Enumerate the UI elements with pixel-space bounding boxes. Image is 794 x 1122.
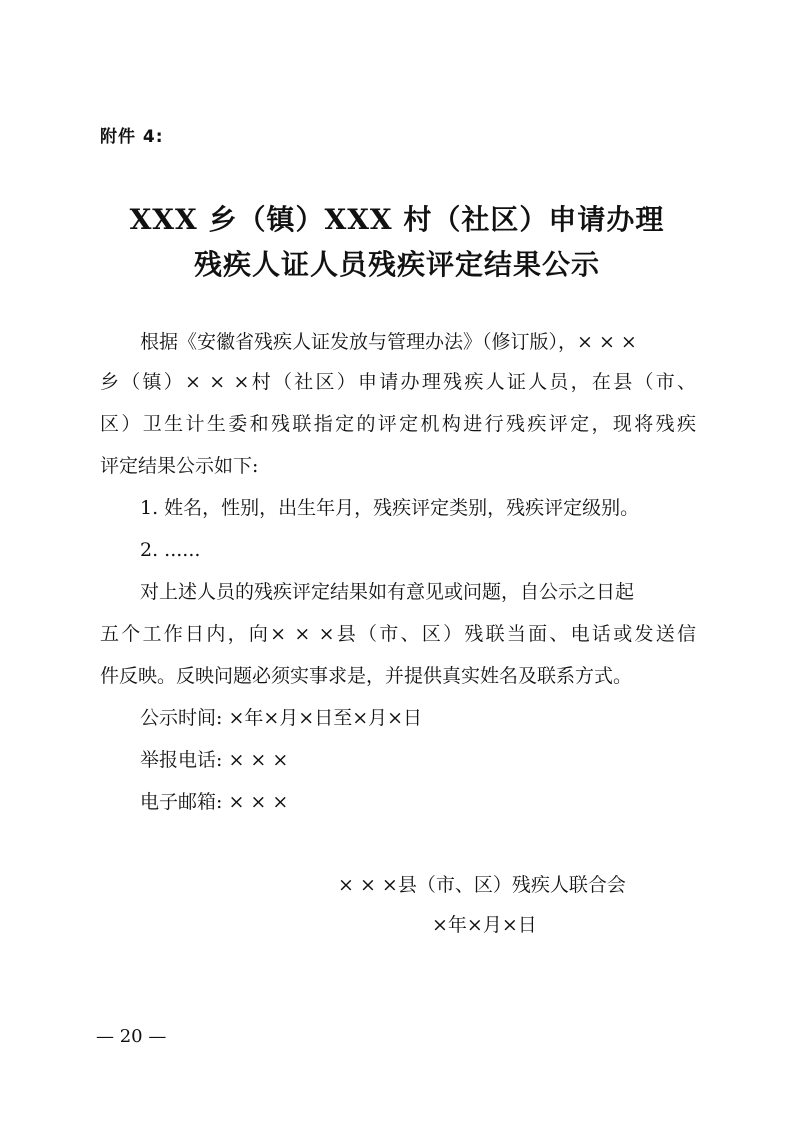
email: 电子邮箱: × × × bbox=[140, 791, 289, 813]
attachment-label: 附件 4: bbox=[100, 127, 164, 147]
paragraph-1-line-4: 评定结果公示如下: bbox=[100, 455, 259, 477]
paragraph-2-line-2: 五个工作日内，向× × ×县（市、区）残联当面、电话或发送信 bbox=[100, 623, 696, 645]
signature-date: ×年×月×日 bbox=[432, 914, 537, 936]
paragraph-1-line-3: 区）卫生计生委和残联指定的评定机构进行残疾评定，现将残疾 bbox=[100, 413, 696, 435]
list-item-2: 2. ...... bbox=[140, 539, 201, 561]
paragraph-1-line-1: 根据《安徽省残疾人证发放与管理办法》（修订版），× × × bbox=[140, 331, 637, 353]
paragraph-1-line-2: 乡（镇）× × ×村（社区）申请办理残疾人证人员，在县（市、 bbox=[100, 371, 696, 393]
notice-period: 公示时间: ×年×月×日至×月×日 bbox=[140, 707, 423, 729]
report-phone: 举报电话: × × × bbox=[140, 749, 289, 771]
list-item-1: 1. 姓名，性别，出生年月，残疾评定类别，残疾评定级别。 bbox=[140, 497, 640, 519]
paragraph-2-line-3: 件反映。反映问题必须实事求是，并提供真实姓名及联系方式。 bbox=[100, 665, 633, 687]
signature-organization: × × ×县（市、区）残疾人联合会 bbox=[338, 874, 626, 896]
title-line-2: 残疾人证人员残疾评定结果公示 bbox=[193, 248, 600, 281]
paragraph-2-line-1: 对上述人员的残疾评定结果如有意见或问题，自公示之日起 bbox=[140, 581, 635, 603]
title-line-1: XXX 乡（镇）XXX 村（社区）申请办理 bbox=[129, 203, 665, 236]
page-number: — 20 — bbox=[96, 1026, 167, 1047]
